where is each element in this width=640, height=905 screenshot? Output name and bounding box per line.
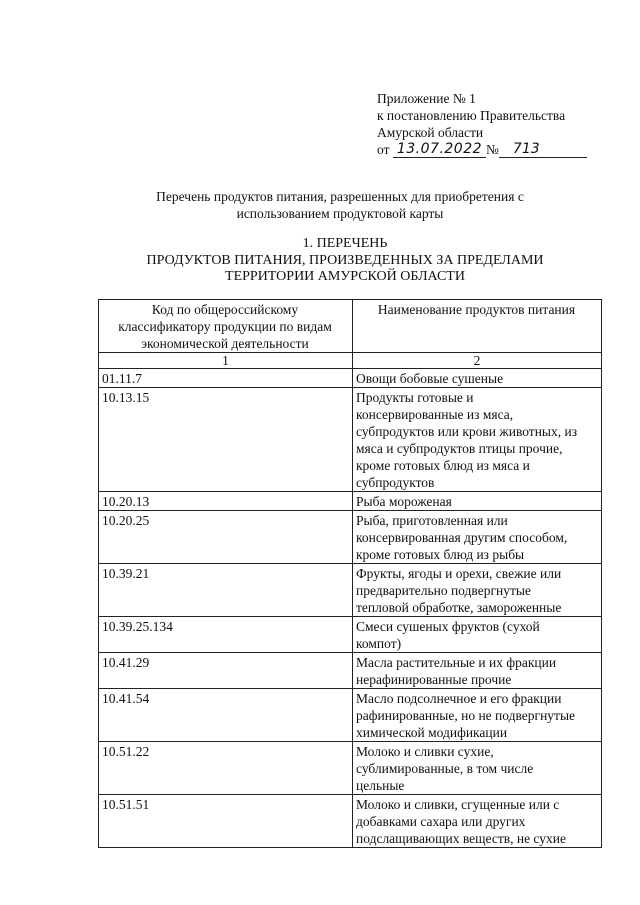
- table-body: [99, 369, 602, 848]
- handwritten-date: 13.07.2022: [393, 142, 486, 158]
- product-name: [353, 492, 602, 511]
- intro-line-2: использованием продуктовой карты: [236, 206, 444, 221]
- section-title-line-2: ПРОДУКТОВ ПИТАНИЯ, ПРОИЗВЕДЕННЫХ ЗА ПРЕДЕЛАМИ: [146, 252, 544, 268]
- table-row: [99, 511, 602, 564]
- intro-text: [110, 188, 570, 222]
- table-row: [99, 564, 602, 617]
- product-name: [353, 369, 602, 388]
- product-name-line: Молоко и сливки сухие,: [356, 744, 494, 759]
- column-number-2: 2: [353, 353, 602, 369]
- product-code: 10.51.51: [99, 795, 353, 848]
- product-name-line: субпродуктов или крови животных, из: [356, 424, 578, 439]
- product-name: [353, 689, 602, 742]
- product-code: 10.13.15: [99, 388, 353, 492]
- product-name-line: мяса и субпродуктов птицы прочие,: [356, 441, 563, 456]
- product-name-line: Масло подсолнечное и его фракции: [356, 691, 562, 706]
- product-name-line: сублимированные, в том числе: [356, 761, 534, 776]
- product-code: 10.20.13: [99, 492, 353, 511]
- product-name-line: цельные: [356, 778, 405, 793]
- product-name-line: Продукты готовые и: [356, 390, 474, 405]
- from-label: от: [377, 142, 390, 157]
- product-name-line: кроме готовых блюд из рыбы: [356, 547, 525, 562]
- product-name-line: Смеси сушеных фруктов (сухой: [356, 619, 540, 634]
- product-name-line: компот): [356, 636, 402, 651]
- product-name: [353, 742, 602, 795]
- products-table: [98, 299, 602, 848]
- appendix-label: Приложение № 1: [377, 91, 476, 106]
- table-row: [99, 795, 602, 848]
- header-code-column: Код по общероссийскому классификатору продукции по видам экономической деятельности: [99, 300, 353, 353]
- product-name-line: подслащивающих веществ, не сухие: [356, 831, 566, 846]
- product-name-line: субпродуктов: [356, 475, 435, 490]
- product-name: [353, 564, 602, 617]
- product-code: 10.41.29: [99, 653, 353, 689]
- product-name-line: Рыба мороженая: [356, 494, 452, 509]
- product-name-line: Овощи бобовые сушеные: [356, 371, 504, 386]
- product-name-line: кроме готовых блюд из мяса и: [356, 458, 530, 473]
- table-row: [99, 388, 602, 492]
- product-code: 10.39.21: [99, 564, 353, 617]
- section-title: [100, 236, 590, 286]
- product-name-line: Масла растительные и их фракции: [356, 655, 557, 670]
- product-name-line: консервированные из мяса,: [356, 407, 514, 422]
- product-name-line: тепловой обработке, замороженные: [356, 600, 562, 615]
- product-name-line: предварительно подвергнутые: [356, 583, 531, 598]
- product-name-line: химической модификации: [356, 725, 508, 740]
- product-code: 10.51.22: [99, 742, 353, 795]
- intro-line-1: Перечень продуктов питания, разрешенных для приобретения с: [156, 189, 524, 204]
- product-name-line: Молоко и сливки, сгущенные или с: [356, 797, 560, 812]
- column-number-1: 1: [99, 353, 353, 369]
- document-header: [377, 90, 587, 158]
- product-name: [353, 653, 602, 689]
- table-row: [99, 617, 602, 653]
- number-label: №: [486, 142, 499, 157]
- product-name: [353, 511, 602, 564]
- table-row: [99, 492, 602, 511]
- product-name-line: рафинированные, но не подвергнутые: [356, 708, 576, 723]
- product-name-line: консервированная другим способом,: [356, 530, 568, 545]
- column-number-row: [99, 353, 602, 369]
- product-name-line: добавками сахара или других: [356, 814, 526, 829]
- date-number-line: [377, 141, 587, 158]
- product-code: 10.39.25.134: [99, 617, 353, 653]
- header-name-column: Наименование продуктов питания: [353, 300, 602, 353]
- product-code: 01.11.7: [99, 369, 353, 388]
- product-name-line: Рыба, приготовленная или: [356, 513, 508, 528]
- product-name: [353, 617, 602, 653]
- product-code: 10.20.25: [99, 511, 353, 564]
- product-name: [353, 388, 602, 492]
- handwritten-number: 713: [499, 142, 587, 158]
- table-row: [99, 653, 602, 689]
- region-label: Амурской области: [377, 125, 484, 140]
- resolution-label: к постановлению Правительства: [377, 108, 566, 123]
- product-name: [353, 795, 602, 848]
- product-name-line: Фрукты, ягоды и орехи, свежие или: [356, 566, 562, 581]
- table-row: [99, 742, 602, 795]
- table-row: [99, 689, 602, 742]
- product-name-line: нерафинированные прочие: [356, 672, 512, 687]
- section-title-line-3: ТЕРРИТОРИИ АМУРСКОЙ ОБЛАСТИ: [225, 269, 465, 284]
- table-row: [99, 369, 602, 388]
- section-title-line-1: 1. ПЕРЕЧЕНЬ: [302, 236, 388, 251]
- table-header-row: [99, 300, 602, 353]
- product-code: 10.41.54: [99, 689, 353, 742]
